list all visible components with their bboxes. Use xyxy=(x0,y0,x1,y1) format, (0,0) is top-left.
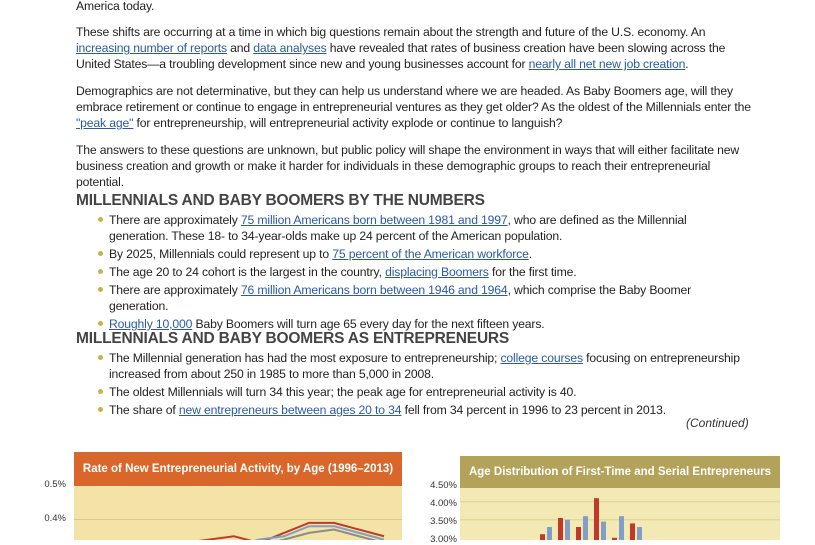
list-item xyxy=(96,246,746,262)
list-item xyxy=(96,282,746,314)
p1-text-3: have revealed that rates of business creation have been slowing across the United States—a troubling development since new and young businesses account for xyxy=(76,41,726,71)
bullet-icon xyxy=(98,321,103,326)
p2-text-2: for entrepreneurship, will entrepreneurial activity explode or continue to languish? xyxy=(133,116,563,130)
link-75-million-millennials[interactable]: 75 million Americans born between 1981 and 1997 xyxy=(240,213,508,227)
item-text: The age 20 to 24 cohort is the largest in the country, xyxy=(109,265,386,279)
link-peak-age[interactable]: "peak age" xyxy=(76,116,134,130)
link-new-entrepreneurs-20-34[interactable]: new entrepreneurs between ages 20 to 34 xyxy=(178,403,402,417)
bullet-icon xyxy=(98,251,103,256)
list-item xyxy=(96,264,746,280)
paragraph-1 xyxy=(76,24,756,72)
chart2-bar xyxy=(547,527,552,540)
chart2-ytick-label: 3.50% xyxy=(430,516,457,527)
item-text: The Millennial generation has had the most exposure to entrepreneurship; xyxy=(109,351,501,365)
bullet-icon xyxy=(98,287,103,292)
list-item xyxy=(96,402,746,418)
intro-line-text: America today. xyxy=(76,0,155,13)
chart2-bar xyxy=(637,527,642,540)
chart1-ytick-label: 0.5% xyxy=(44,479,66,490)
chart2-bar xyxy=(619,516,624,540)
item-text: Baby Boomers will turn age 65 every day for the next fifteen years. xyxy=(192,317,545,331)
list-item xyxy=(96,350,746,382)
chart2-bar xyxy=(558,518,563,540)
bullet-icon xyxy=(98,355,103,360)
intro-line xyxy=(76,0,756,14)
p1-text-1: These shifts are occurring at a time in which big questions remain about the strength and future of the U.S. economy. An xyxy=(76,25,706,39)
bullet-icon xyxy=(98,407,103,412)
chart1-title: Rate of New Entrepreneurial Activity, by Age (1996–2013) xyxy=(82,463,394,475)
chart-entrepreneurial-activity xyxy=(0,452,410,540)
chart2-bar xyxy=(583,516,588,540)
link-76-million-boomers[interactable]: 76 million Americans born between 1946 and 1964 xyxy=(240,283,508,297)
chart2-title: Age Distribution of First-Time and Serial Entrepreneurs xyxy=(468,466,772,478)
chart1-lines xyxy=(74,486,402,540)
section-heading-entrepreneurs: MILLENNIALS AND BABY BOOMERS AS ENTREPRENEURS xyxy=(76,330,510,347)
chart2-ytick-label: 4.50% xyxy=(430,480,457,491)
chart2-bars xyxy=(460,488,780,540)
chart2-bar xyxy=(565,520,570,540)
chart2-ytick-label: 3.00% xyxy=(430,534,457,545)
item-text: , which comprise the Baby Boomer generation. xyxy=(109,283,692,313)
bullet-icon xyxy=(98,217,103,222)
link-data-analyses[interactable]: data analyses xyxy=(253,41,327,55)
item-text: for the first time. xyxy=(488,265,577,279)
link-college-courses[interactable]: college courses xyxy=(500,351,583,365)
chart-age-distribution xyxy=(410,452,815,545)
chart2-bar xyxy=(601,522,606,540)
link-workforce[interactable]: 75 percent of the American workforce xyxy=(332,247,529,261)
list-item xyxy=(96,384,746,400)
chart2-bar xyxy=(576,527,581,540)
link-net-job-creation[interactable]: nearly all net new job creation xyxy=(528,57,686,71)
paragraph-3 xyxy=(76,142,756,190)
item-text: , who are defined as the Millennial generation. These 18- to 34-year-olds make up 24 percent of the American population. xyxy=(109,213,687,243)
link-displacing-boomers[interactable]: displacing Boomers xyxy=(385,265,489,279)
chart2-bar xyxy=(630,523,635,540)
item-text: The share of xyxy=(109,403,179,417)
numbers-list xyxy=(96,212,746,334)
section-heading-numbers: MILLENNIALS AND BABY BOOMERS BY THE NUMBERS xyxy=(76,192,485,209)
list-item xyxy=(96,212,746,244)
chart1-ytick-label: 0.4% xyxy=(44,513,66,524)
paragraph-2 xyxy=(76,83,756,131)
item-text: The oldest Millennials will turn 34 this year; the peak age for entrepreneurial activity is 40. xyxy=(109,385,577,399)
item-text: There are approximately xyxy=(109,283,241,297)
p3-text: The answers to these questions are unknown, but public policy will shape the environment in ways that will either facilitate new business creation and growth or make it harder for individuals in these demographic groups to reach their entrepreneurial potential. xyxy=(76,143,739,189)
p2-text-1: Demographics are not determinative, but they can help us understand where we are headed. As Baby Boomers age, will they embrace retirement or continue to engage in entrepreneurial ventures as they get older? As the oldest of the Millennials enter the xyxy=(76,84,751,114)
chart2-bar xyxy=(594,498,599,540)
chart2-ytick-label: 4.00% xyxy=(430,498,457,509)
item-text: There are approximately xyxy=(109,213,241,227)
bullet-icon xyxy=(98,269,103,274)
link-roughly-10000[interactable]: Roughly 10,000 xyxy=(109,317,193,331)
item-text: . xyxy=(528,247,532,261)
continued-label: (Continued) xyxy=(686,416,749,430)
p1-text-4: . xyxy=(685,57,689,71)
item-text: focusing on entrepreneurship increased from about 250 in 1985 to more than 5,000 in 2008. xyxy=(109,351,740,381)
item-text: By 2025, Millennials could represent up to xyxy=(109,247,333,261)
item-text: fell from 34 percent in 1996 to 23 percent in 2013. xyxy=(401,403,666,417)
chart2-bar xyxy=(540,534,545,540)
entrepreneurs-list xyxy=(96,350,746,420)
link-increasing-reports[interactable]: increasing number of reports xyxy=(76,41,227,55)
p1-text-2: and xyxy=(226,41,254,55)
bullet-icon xyxy=(98,389,103,394)
